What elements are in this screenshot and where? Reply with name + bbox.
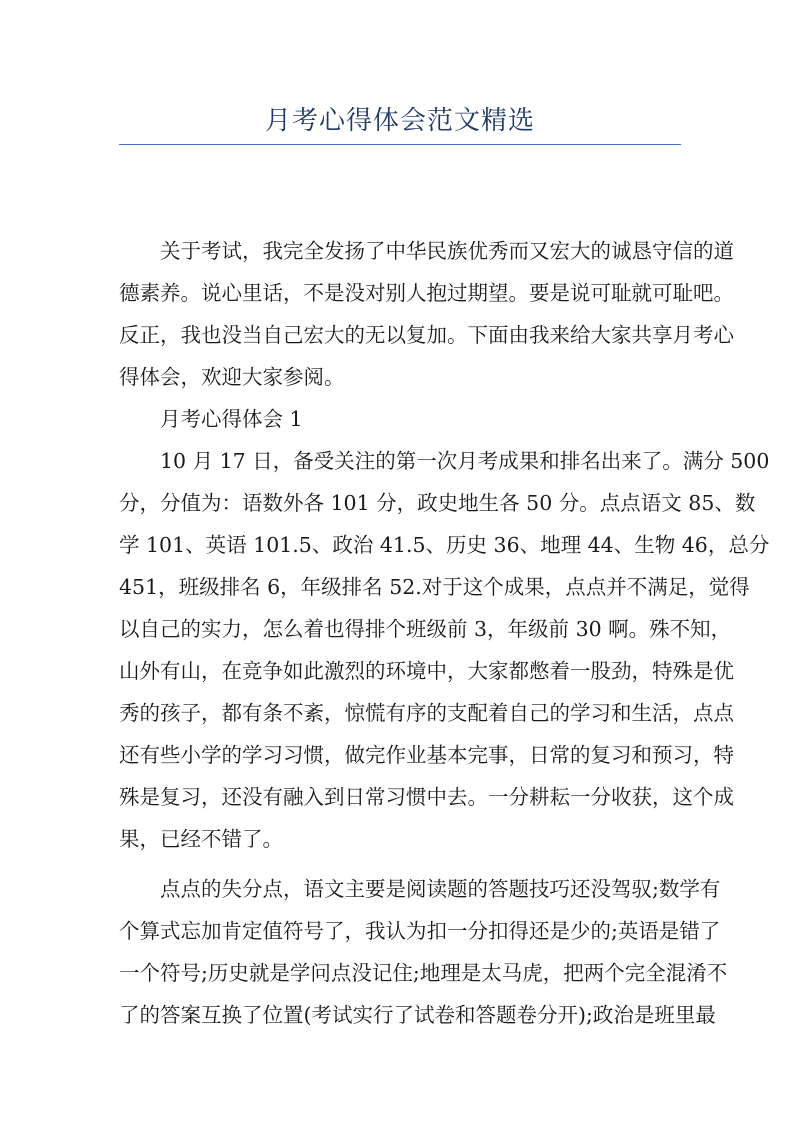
text-line: 451，班级排名 6，年级排名 52.对于这个成果，点点并不满足，觉得 (119, 575, 750, 599)
text-line: 反正，我也没当自己宏大的无以复加。下面由我来给大家共享月考心 (119, 323, 734, 347)
text-line: 关于考试，我完全发扬了中华民族优秀而又宏大的诚恳守信的道 (160, 239, 734, 263)
text-line: 还有些小学的学习习惯，做完作业基本完事，日常的复习和预习，特 (119, 743, 734, 767)
text-line: 了的答案互换了位置(考试实行了试卷和答题卷分开);政治是班里最 (119, 1003, 716, 1027)
text-line: 学 101、英语 101.5、政治 41.5、历史 36、地理 44、生物 46，总分 (119, 533, 770, 557)
text-line: 秀的孩子，都有条不紊，惊慌有序的支配着自己的学习和生活，点点 (119, 701, 734, 725)
text-line: 德素养。说心里话，不是没对别人抱过期望。要是说可耻就可耻吧。 (119, 281, 734, 305)
text-line: 点点的失分点，语文主要是阅读题的答题技巧还没驾驭;数学有 (160, 877, 721, 901)
text-line: 个算式忘加肯定值符号了，我认为扣一分扣得还是少的;英语是错了 (119, 919, 721, 943)
text-line: 果，已经不错了。 (119, 827, 283, 851)
paragraph-1 (119, 440, 770, 860)
text-line: 以自己的实力，怎么着也得排个班级前 3，年级前 30 啊。殊不知， (119, 617, 732, 641)
paragraph-2 (119, 868, 728, 1036)
document-body (119, 230, 770, 1036)
title-underline (119, 144, 681, 145)
text-line: 山外有山，在竞争如此激烈的环境中，大家都憋着一股劲，特殊是优 (119, 659, 734, 683)
text-line: 殊是复习，还没有融入到日常习惯中去。一分耕耘一分收获，这个成 (119, 785, 734, 809)
intro-paragraph (119, 230, 734, 398)
text-line: 10 月 17 日，备受关注的第一次月考成果和排名出来了。满分 500 (160, 449, 770, 473)
document-title: 月考心得体会范文精选 (264, 106, 535, 136)
text-line: 一个符号;历史就是学问点没记住;地理是太马虎，把两个完全混淆不 (119, 961, 728, 985)
section-heading (119, 398, 685, 440)
text-line: 得体会，欢迎大家参阅。 (119, 365, 345, 389)
section-heading-text: 月考心得体会 1 (160, 407, 303, 431)
text-line: 分，分值为：语数外各 101 分，政史地生各 50 分。点点语文 85、数 (119, 491, 756, 515)
